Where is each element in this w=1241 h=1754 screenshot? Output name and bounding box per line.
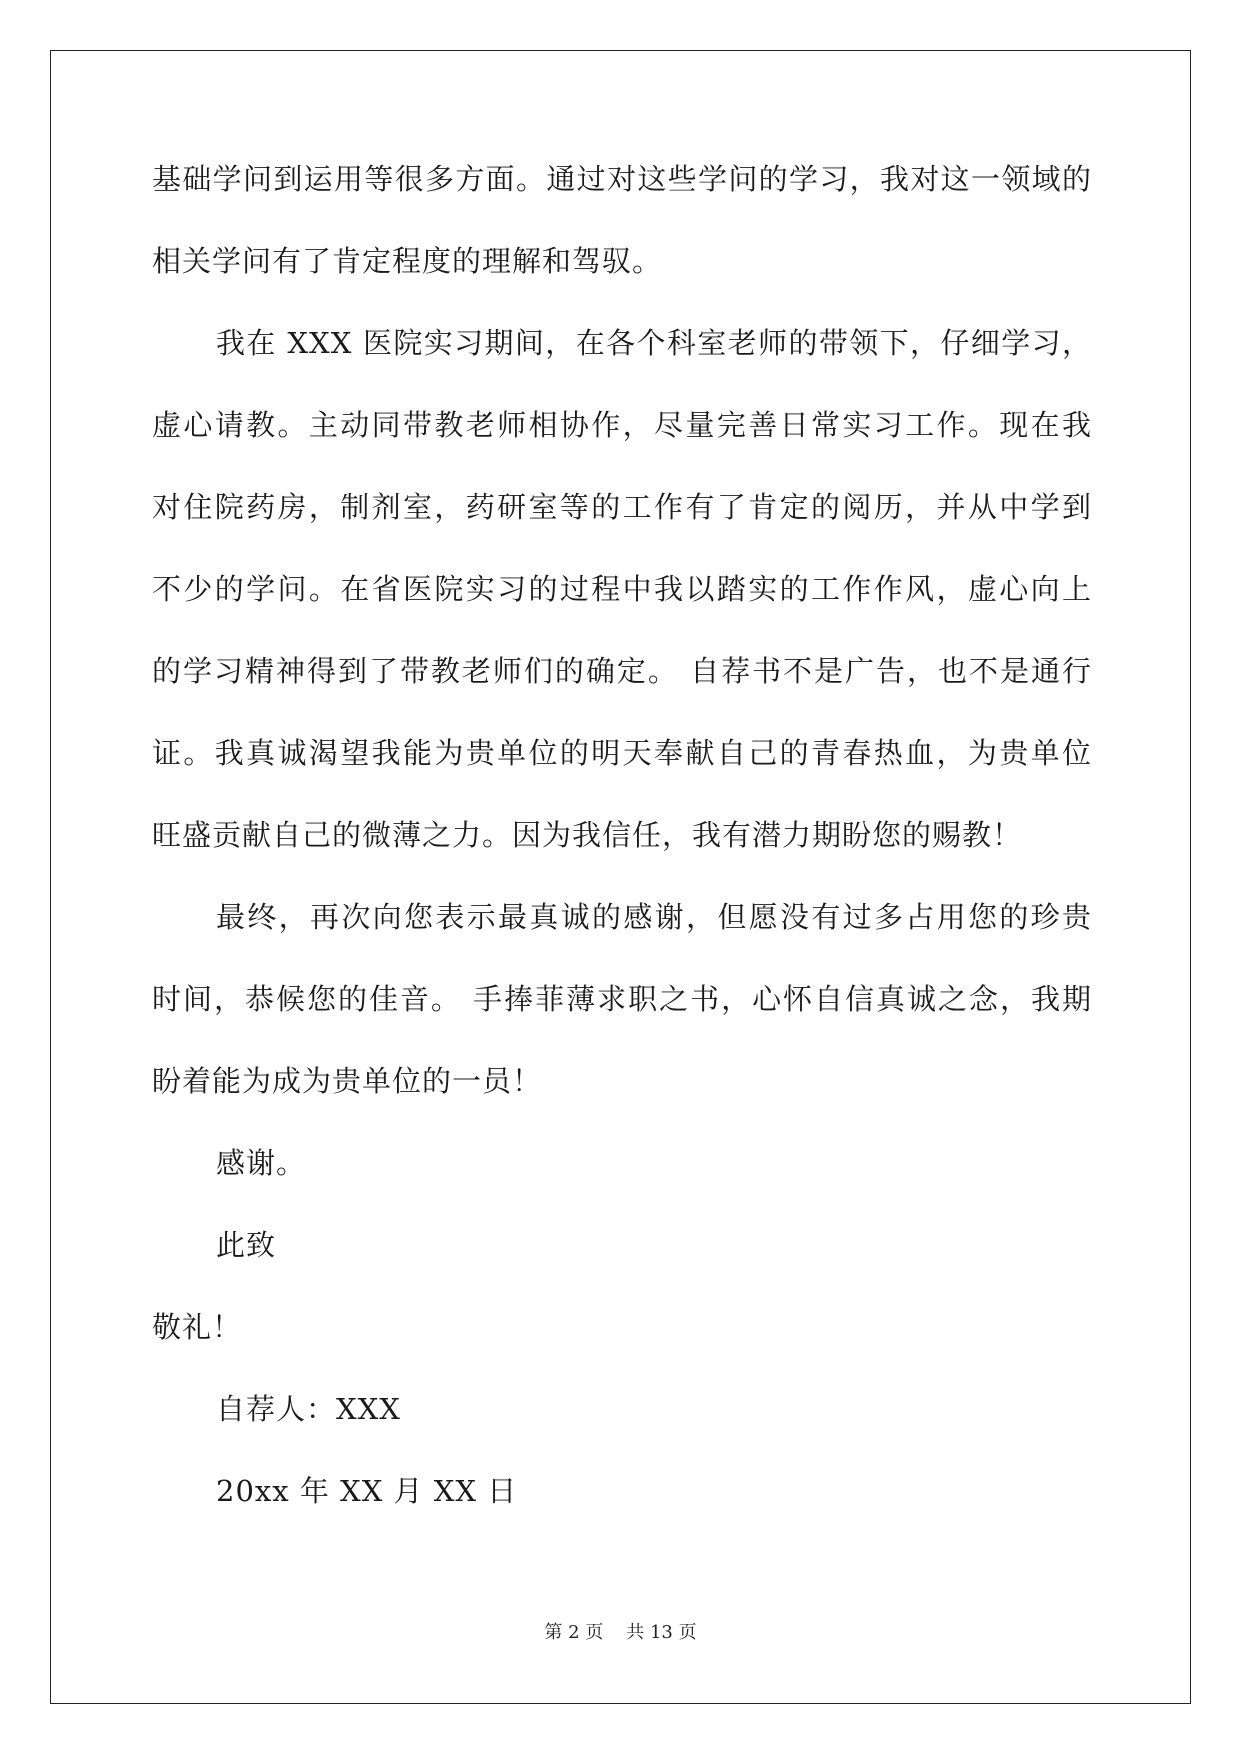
- date-line: 20xx 年 XX 月 XX 日: [216, 1474, 518, 1508]
- text-line: 虚心请教。主动同带教老师相协作，尽量完善日常实习工作。现在我: [152, 408, 1092, 442]
- text-line: 我在 XXX 医院实习期间，在各个科室老师的带领下，仔细学习，: [216, 326, 1092, 360]
- text-line: 不少的学问。在省医院实习的过程中我以踏实的工作作风，虚心向上: [152, 572, 1092, 606]
- signer-line: 自荐人：XXX: [216, 1392, 401, 1426]
- text-line: 的学习精神得到了带教老师们的确定。 自荐书不是广告，也不是通行: [152, 654, 1092, 688]
- text-line: 相关学问有了肯定程度的理解和驾驭。: [152, 244, 663, 278]
- text-line: 基础学问到运用等很多方面。通过对这些学问的学习，我对这一领域的: [152, 162, 1092, 196]
- text-line: 旺盛贡献自己的微薄之力。因为我信任，我有潜力期盼您的赐教！: [152, 818, 1023, 852]
- document-body: [152, 155, 1092, 1549]
- text-line: 最终，再次向您表示最真诚的感谢，但愿没有过多占用您的珍贵: [216, 900, 1092, 934]
- closing-salutation: 此致: [216, 1228, 277, 1262]
- closing-thanks: 感谢。: [216, 1146, 307, 1180]
- page-number: 第 2 页: [544, 1622, 604, 1643]
- text-line: 盼着能为成为贵单位的一员！: [152, 1064, 543, 1098]
- text-line: 对住院药房，制剂室，药研室等的工作有了肯定的阅历，并从中学到: [152, 490, 1092, 524]
- text-line: 证。我真诚渴望我能为贵单位的明天奉献自己的青春热血，为贵单位: [152, 736, 1092, 770]
- closing-respect: 敬礼！: [152, 1310, 243, 1344]
- page-total: 共 13 页: [626, 1622, 697, 1643]
- page-footer: [0, 1618, 1241, 1644]
- text-line: 时间，恭候您的佳音。 手捧菲薄求职之书，心怀自信真诚之念，我期: [152, 982, 1092, 1016]
